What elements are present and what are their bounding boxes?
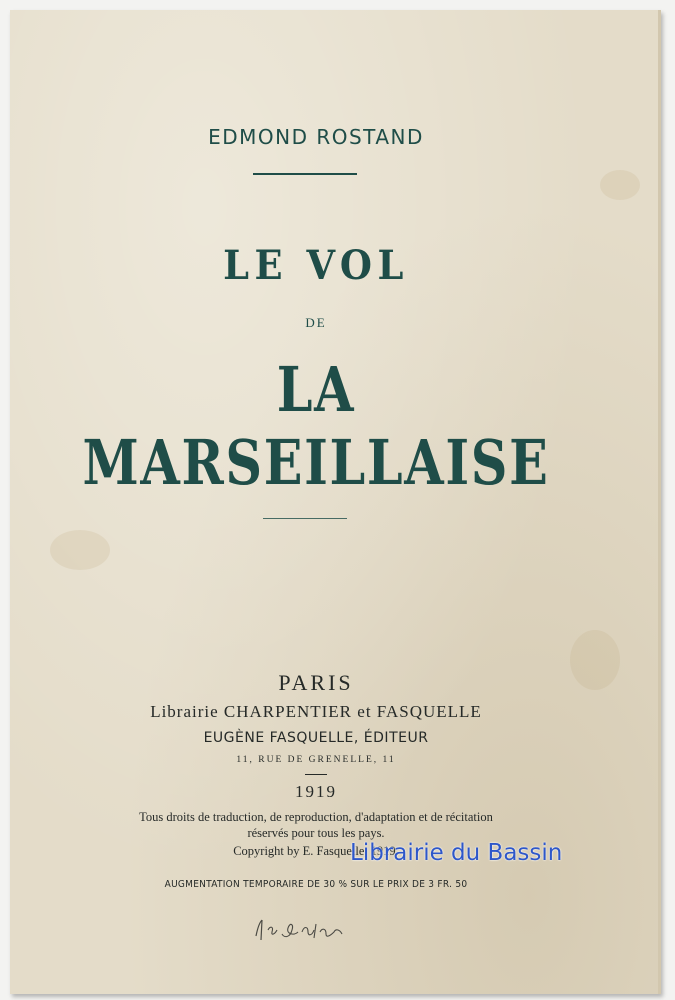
price-surcharge-notice: AUGMENTATION TEMPORAIRE DE 30 % SUR LE PRIX DE 3 FR. 50 — [164, 879, 468, 890]
title-rule — [263, 518, 347, 519]
publisher-name: Librairie CHARPENTIER et FASQUELLE — [150, 702, 482, 721]
rights-line-1: Tous droits de traduction, de reproduction, d'adaptation et de récitation — [139, 810, 493, 824]
title-connector: DE — [305, 315, 327, 330]
copyright-notice: Copyright by E. Fasquelle, 1919. — [233, 844, 399, 858]
publication-city: PARIS — [278, 670, 354, 695]
paper-stain — [600, 170, 640, 200]
paper-stain — [50, 530, 110, 570]
year-rule — [305, 774, 327, 775]
book-cover — [10, 10, 661, 994]
publisher-address: 11, RUE DE GRENELLE, 11 — [236, 755, 396, 765]
title-line-2: LA MARSEILLAISE — [82, 353, 550, 499]
title-line-1: LE VOL — [223, 242, 409, 289]
rights-notice — [10, 809, 622, 841]
watermark-text: Librairie du Bassin — [350, 840, 563, 866]
editor-name: EUGÈNE FASQUELLE, ÉDITEUR — [203, 730, 429, 746]
author-name: EDMOND ROSTAND — [208, 125, 424, 149]
rights-line-2: réservés pour tous les pays. — [247, 826, 385, 840]
publication-year: 1919 — [295, 782, 337, 801]
handwritten-edition-note — [250, 912, 370, 948]
author-rule — [253, 173, 357, 175]
